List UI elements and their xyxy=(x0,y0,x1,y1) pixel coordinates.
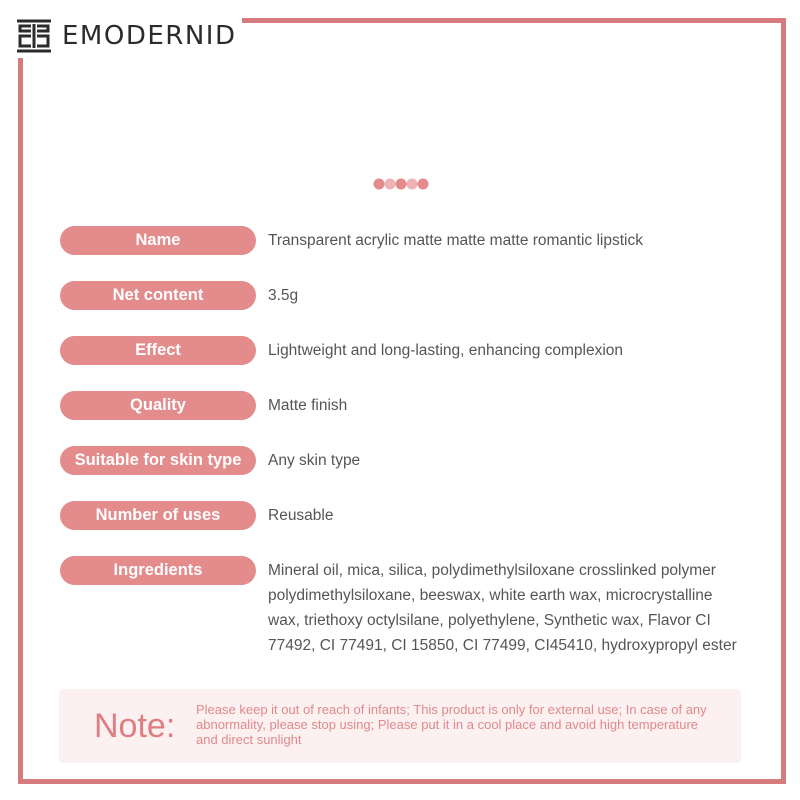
spec-label: Net content xyxy=(60,281,256,310)
spec-label: Effect xyxy=(60,336,256,365)
spec-value: Mineral oil, mica, silica, polydimethylsiloxane crosslinked polymer polydimethylsiloxane, beeswax, white earth wax, microcrystalline wax, triethoxy octylsilane, polyethylene, Synthetic wax, Flavor CI 77492, CI 77491, CI 15850, CI 77499, CI45410, hydroxypropyl ester xyxy=(268,562,737,654)
brand-header xyxy=(16,14,242,58)
dot-2 xyxy=(385,179,396,190)
spec-row-name xyxy=(60,226,748,255)
spec-row-number-of-uses xyxy=(60,501,748,530)
dot-4 xyxy=(407,179,418,190)
note-text: Please keep it out of reach of infants; This product is only for external use; In case of any abnormality, please stop using; Please put it in a cool place and avoid high temperature and direct sunlight xyxy=(196,702,707,747)
spec-value: 3.5g xyxy=(268,287,299,304)
dot-3 xyxy=(396,179,407,190)
spec-row-net-content xyxy=(60,281,748,310)
spec-row-skin-type xyxy=(60,446,748,475)
dot-1 xyxy=(374,179,385,190)
spec-value: Any skin type xyxy=(268,452,361,469)
spec-label: Quality xyxy=(60,391,256,420)
spec-value: Matte finish xyxy=(268,397,348,414)
spec-value: Lightweight and long-lasting, enhancing complexion xyxy=(268,342,624,359)
spec-row-effect xyxy=(60,336,748,365)
note-box xyxy=(59,689,741,763)
note-label: Note: xyxy=(94,707,176,745)
spec-label: Ingredients xyxy=(60,556,256,585)
spec-value: Reusable xyxy=(268,507,334,524)
brand-name: EMODERNID xyxy=(62,21,237,51)
spec-label: Number of uses xyxy=(60,501,256,530)
spec-label: Suitable for skin type xyxy=(60,446,256,475)
decorative-dots xyxy=(373,178,429,190)
spec-row-quality xyxy=(60,391,748,420)
spec-label: Name xyxy=(60,226,256,255)
spec-row-ingredients xyxy=(60,556,748,658)
brand-logo-icon xyxy=(16,18,52,54)
dot-5 xyxy=(418,179,429,190)
spec-value: Transparent acrylic matte matte matte romantic lipstick xyxy=(268,232,643,249)
